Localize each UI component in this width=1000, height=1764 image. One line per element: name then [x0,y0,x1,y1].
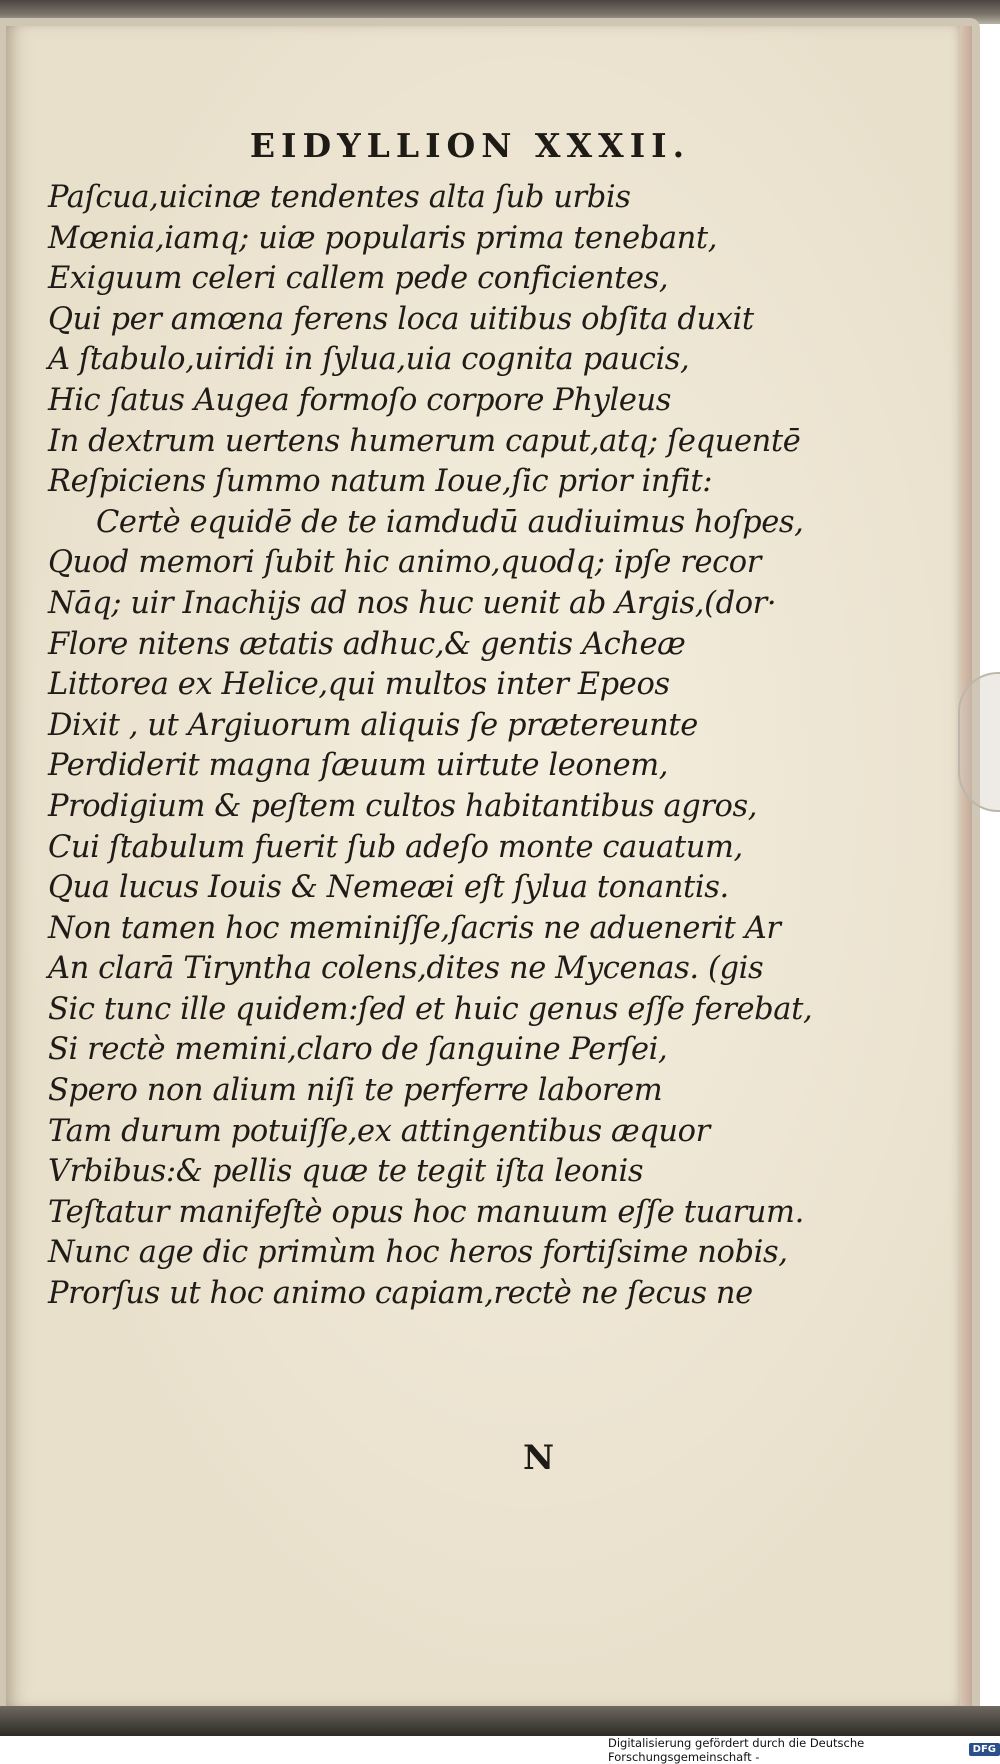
credit-text: Digitalisierung gefördert durch die Deutsche Forschungsgemeinschaft - [608,1735,865,1764]
text-line: Exiguum celeri callem pede conficientes, [48,261,669,297]
text-line: Tam durum potuiſſe,ex attingentibus æquor [48,1113,710,1149]
text-line: Mœnia,iamq; uiæ popularis prima tenebant, [48,220,718,256]
text-line: Quod memori ſubit hic animo,quodq; ipſe recor [48,545,761,581]
text-line: Vrbibus:& pellis quæ te tegit iſta leonis [48,1154,644,1190]
text-line: Si rectè memini,claro de ſanguine Perſei, [48,1032,668,1068]
text-line: Prorſus ut hoc animo capiam,rectè ne ſecus ne [48,1276,753,1312]
text-line: Littorea ex Helice,qui multos inter Epeos [48,667,670,703]
text-line: Paſcua,uicinæ tendentes alta ſub urbis [48,180,631,215]
text-line: Nāq; uir Inachijs ad nos huc uenit ab Argis,(dor· [48,585,777,621]
page-edge-strip [960,26,972,1706]
text-line: Non tamen hoc meminiſſe,ſacris ne aduenerit Ar [48,910,781,946]
text-line: Certè equidē de te iamdudū audiuimus hoſpes, [96,504,804,540]
text-line: Qua lucus Iouis & Nemeæi eſt ſylua tonantis. [48,870,729,906]
text-line: Reſpiciens ſummo natum Ioue,ſic prior infit: [48,464,713,500]
text-line: Dixit , ut Argiuorum aliquis ſe prætereunte [48,707,698,743]
digitization-credit [604,1735,1000,1764]
signature-mark: N [523,1438,555,1478]
page-clip-shadow [958,672,1000,812]
text-line: Flore nitens ætatis adhuc,& gentis Acheæ [48,626,686,662]
text-line: Prodigium & peſtem cultos habitantibus agros, [48,788,758,824]
text-line: Perdiderit magna ſæuum uirtute leonem, [48,748,669,784]
text-line: Qui per amœna ferens loca uitibus obſita duxit [48,301,754,337]
dfg-logo: DFG [969,1743,1000,1756]
text-line: Spero non alium niſi te perferre laborem [48,1073,663,1109]
text-line: Cui ſtabulum fuerit ſub adeſo monte cauatum, [48,829,743,865]
text-line: A ſtabulo,uiridi in ſylua,uia cognita paucis, [48,342,690,378]
text-line: Hic ſatus Augea formoſo corpore Phyleus [48,382,671,418]
text-line: In dextrum uertens humerum caput,atq; ſequentē [48,423,801,459]
text-line: An clarā Tiryntha colens,dites ne Mycenas. (gis [48,951,764,987]
text-line: Sic tunc ille quidem:ſed et huic genus eſſe ferebat, [48,991,813,1027]
scan-bottom-shadow [0,1706,1000,1736]
page-heading: EIDYLLION XXXII. [249,126,691,165]
poem-text [48,178,928,1315]
text-line: Nunc age dic primùm hoc heros fortiſsime nobis, [48,1235,788,1271]
text-line: Teſtatur manifeſtè opus hoc manuum eſſe tuarum. [48,1194,804,1230]
